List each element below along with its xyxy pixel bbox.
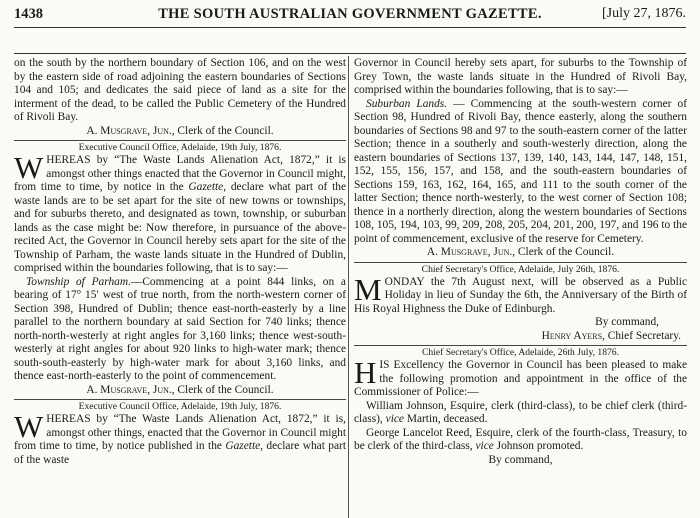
appointment-text: Johnson promoted. (493, 440, 584, 452)
notice-police-appointment (354, 347, 687, 467)
boundary-text: — Commencing at the south-western corner of Section 98, Hundred of Rivoli Bay, thence easterly, along the southern boundaries of Sections 98 and 97 to the south-eastern corner of the latter Section; thence in a southerly and south-westerly direction, along the eastern boundaries of Sections 137, 139, 140, 143, 144, 147, 148, 151, 152, 155, 156, 157, and 158, and the south-eastern boundaries of Sections 159, 163, 162, 164, 165, and 111 to the south corner of the latter Section; thence north-westerly, to the west corner of Section 108; thence in a northerly direction, along the western boundaries of Sections 108, 105, 194, 103, 99, 209, 208, 205, 204, 201, 200, 197, and 196 to the point of commencement, exclusive of the reserve for Cemetery. (354, 97, 687, 245)
signatory-title: , Clerk of the Council. (171, 383, 274, 396)
issue-date: [July 27, 1876. (602, 6, 686, 21)
dateline: Executive Council Office, Adelaide, 19th July, 1876. (78, 401, 282, 412)
italic-vice: vice (475, 440, 494, 452)
signature (14, 125, 346, 139)
right-column (354, 57, 687, 467)
notice-text: , declare what part of the waste (14, 440, 346, 466)
header-rule-bottom (14, 53, 686, 54)
italic-term: Gazette (225, 440, 261, 452)
signatory-name: A. Musgrave, Jun. (86, 124, 172, 137)
column-divider (348, 56, 349, 518)
notice-body (14, 150, 346, 276)
signatory-title: , Clerk of the Council. (171, 124, 274, 137)
dateline: Chief Secretary's Office, Adelaide, July 26th, 1876. (421, 263, 620, 275)
page-number: 1438 (14, 6, 43, 22)
notice-text: HEREAS by “The Waste Lands Alienation Act, 1872,” it is amongst other things enacted that the Governor in Council might, from time to time, by notice in the (14, 154, 346, 193)
boundary-description (354, 98, 687, 247)
appointment-item (354, 427, 687, 454)
notice-separator (14, 140, 346, 141)
notice-body (354, 271, 687, 317)
boundary-text: —Commencing at a point 844 links, on a bearing of 17° 15′ west of true north, from the north-western corner of Section 398, Hundred of Dublin; thence east-north-easterly by a line parallel to the northern boundary at said Section for 740 links; thence north-north-westerly at right angles for 3,160 links; thence west-south-westerly at right angles for about 920 links to high-water mark; thence south-south-easterly by high-water mark for about 3,160 links, and thence east-north-easterly to the point of commencement. (14, 275, 346, 382)
italic-lead: Suburban Lands. (366, 97, 448, 110)
notice-body (14, 409, 346, 467)
notice-separator (14, 399, 346, 400)
notice-township-parham (14, 142, 346, 397)
italic-vice: vice (385, 413, 404, 425)
signatory-name: Henry Ayers (541, 329, 603, 342)
gazette-title: THE SOUTH AUSTRALIAN GOVERNMENT GAZETTE. (158, 6, 542, 22)
appointment-text: William Johnson, Esquire, clerk (third-class), to be chief clerk (third-class), (354, 399, 687, 425)
signature (354, 330, 687, 344)
signature (354, 246, 687, 260)
notice-public-holiday (354, 264, 687, 344)
notice-separator (354, 262, 687, 263)
drop-cap: W (14, 409, 44, 444)
signature (14, 384, 346, 398)
continued-paragraph: on the south by the northern boundary of Section 106, and on the west by the eastern side of road adjoining the eastern boundaries of Sections 104 and 105; and dedicates the said piece of land as a site for the interment of the dead, to be called the Public Cemetery of the Hundred of Rivoli Bay. (14, 57, 346, 123)
signatory-title: , Clerk of the Council. (512, 246, 615, 258)
by-command: By command, (488, 453, 553, 466)
gazette-header (14, 6, 686, 26)
signatory-title: , Chief Secretary. (602, 329, 681, 342)
dateline: Chief Secretary's Office, Adelaide, 26th July, 1876. (421, 347, 620, 358)
continued-paragraph: Governor in Council hereby sets apart, for suburbs to the Township of Grey Town, the waste lands situate in the Hundred of Rivoli Bay, comprised within the boundaries following, that is to say:— (354, 57, 687, 96)
notice-text: , declare what part of the waste lands are to be set apart for the site of new towns or townships, and for suburbs thereto, and designated as town, township, or suburban lands as the case might be: Now therefore, in pursuance of the above-recited Act, the Governor in Council hereby sets apart for the site of the Township of Parham, the waste lands situate in the Hundred of Dublin, comprised within the boundaries following, that is to say:— (14, 181, 346, 274)
notice-body (354, 355, 687, 400)
dateline: Executive Council Office, Adelaide, 19th July, 1876. (78, 142, 282, 153)
italic-lead: Township of Parham. (26, 275, 131, 288)
italic-term: Gazette (188, 181, 224, 193)
boundary-description (14, 276, 346, 384)
drop-cap: W (14, 150, 44, 185)
appointment-text: George Lancelot Reed, Esquire, clerk of the fourth-class, Treasury, to be clerk of the third-class, (354, 426, 687, 452)
drop-cap: M (354, 271, 382, 307)
signatory-name: A. Musgrave, Jun. (426, 246, 513, 258)
notice-grey-town (14, 401, 346, 467)
notice-text: IS Excellency the Governor in Council has been pleased to make the following promotion and appointment in the office of the Commissioner of Police:— (354, 359, 687, 398)
header-rule-top (14, 27, 686, 28)
notice-text: ONDAY the 7th August next, will be observed as a Public Holiday in lieu of Sunday the 6th, the Anniversary of the Birth of His Royal Highness the Duke of Edinburgh. (354, 275, 687, 315)
by-command: By command, (595, 316, 659, 328)
signatory-name: A. Musgrave, Jun. (86, 383, 172, 396)
appointment-text: Martin, deceased. (403, 413, 488, 425)
left-column (14, 57, 346, 467)
drop-cap: H (354, 355, 377, 390)
notice-separator (354, 345, 687, 346)
appointment-item (354, 400, 687, 427)
notice-text: HEREAS by “The Waste Lands Alienation Act, 1872,” it is, amongst other things, enacted that the Governor in Council might from time to time, by notice published in the (14, 413, 346, 452)
